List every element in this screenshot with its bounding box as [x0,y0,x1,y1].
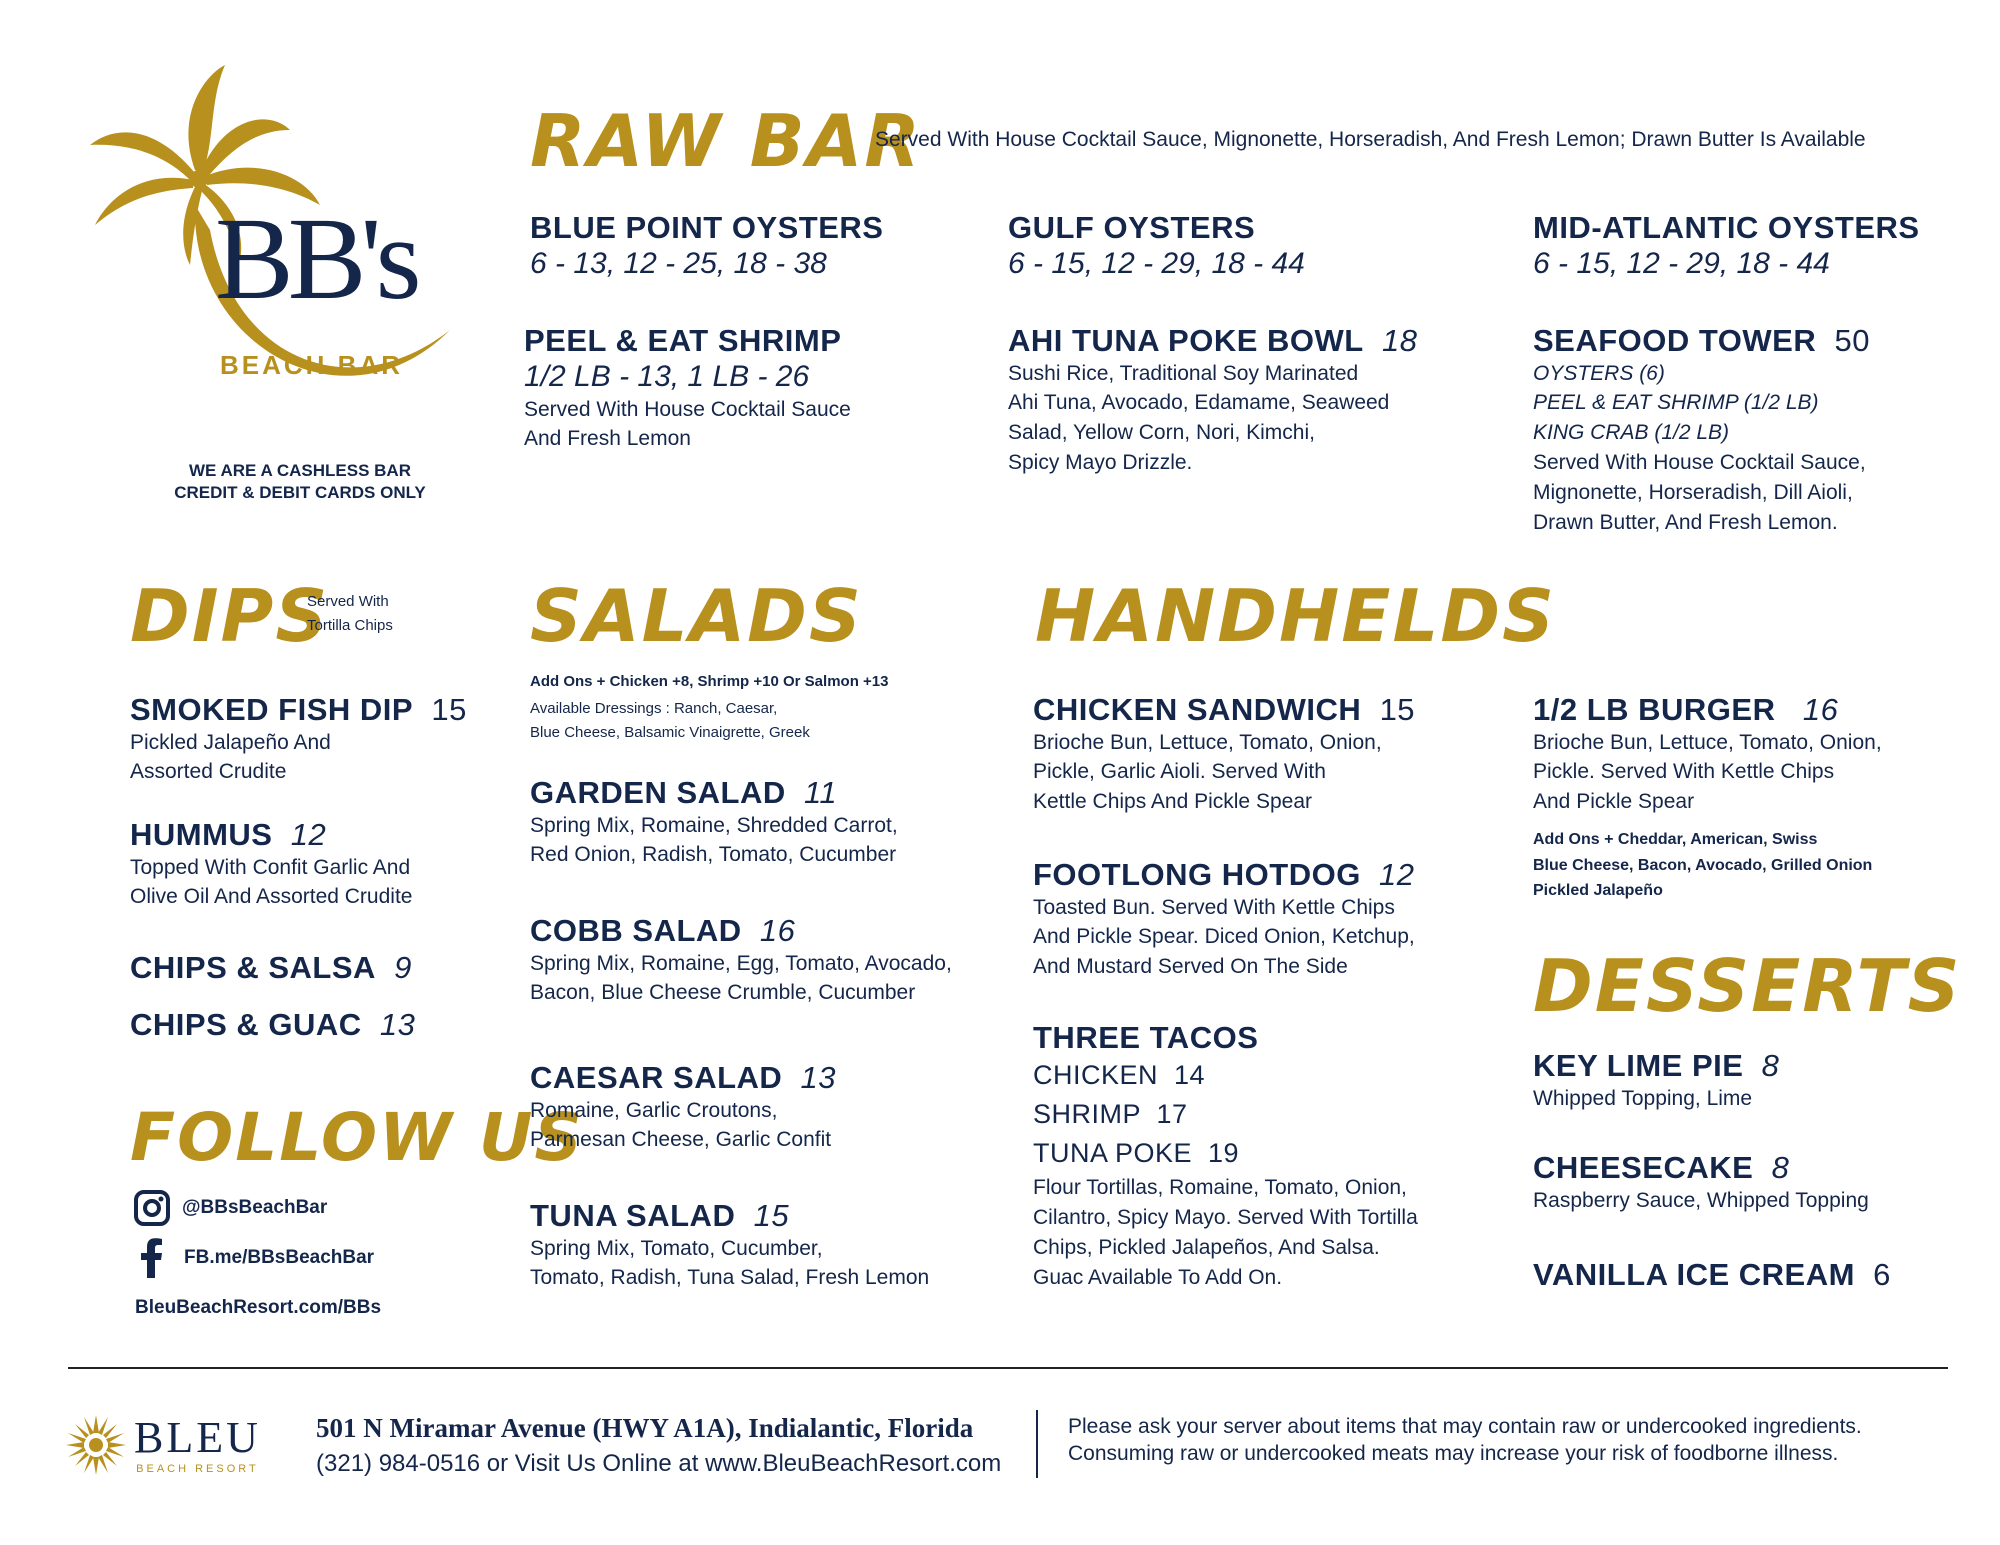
item-name: KEY LIME PIE [1533,1048,1744,1083]
item-price: 50 [1834,323,1870,358]
item-price: 9 [394,950,412,985]
menu-item-tuna-salad [530,1198,929,1293]
dips-note: Served With Tortilla Chips [307,593,393,634]
item-price: 12 [290,817,327,852]
item-name: BLUE POINT OYSTERS [530,210,884,245]
instagram-link[interactable] [134,1190,327,1226]
handhelds-heading: HANDHELDS [1035,574,1556,658]
item-name: HUMMUS [130,817,273,852]
salads-heading: SALADS [530,574,863,658]
item-name: CHIPS & GUAC [130,1007,362,1042]
salads-dressings: Available Dressings : Ranch, Caesar, Blue Cheese, Balsamic Vinaigrette, Greek [530,700,810,741]
item-desc: Brioche Bun, Lettuce, Tomato, Onion, Pickle. Served With Kettle Chips And Pickle Spear [1533,730,1882,814]
item-desc: Served With House Cocktail Sauce, Mignonette, Horseradish, Dill Aioli, Drawn Butter, And Fresh Lemon. [1533,451,1866,534]
menu-item-half-lb-burger [1533,692,1882,904]
menu-item-cheesecake [1533,1150,1869,1215]
item-desc: Spring Mix, Romaine, Shredded Carrot, Red Onion, Radish, Tomato, Cucumber [530,813,898,867]
website-link[interactable]: BleuBeachResort.com/BBs [135,1297,382,1318]
item-price: 18 [1381,323,1418,358]
taco-option: TUNA POKE 19 [1033,1137,1240,1168]
desserts-heading: DESSERTS [1533,944,1962,1028]
menu-item-garden-salad [530,775,898,870]
menu-item-footlong-hotdog [1033,857,1415,982]
taco-option: SHRIMP 17 [1033,1098,1188,1129]
footer-contact: (321) 984-0516 or Visit Us Online at www.BleuBeachResort.com [316,1450,1002,1477]
item-price: 13 [800,1060,837,1095]
item-price: 12 [1379,857,1415,892]
menu-item-vanilla-ice-cream [1533,1257,1891,1293]
footer-address-block [316,1413,1001,1478]
facebook-icon [140,1238,164,1278]
tower-content: KING CRAB (1/2 LB) [1533,421,1730,445]
menu-item-smoked-fish-dip [130,692,467,787]
menu-item-chicken-sandwich [1033,692,1415,817]
item-desc: Raspberry Sauce, Whipped Topping [1533,1188,1869,1212]
item-name: CAESAR SALAD [530,1060,783,1095]
menu-item-mid-atlantic-oysters [1533,210,1920,282]
item-price: 11 [803,775,838,810]
item-name: MID-ATLANTIC OYSTERS [1533,210,1920,245]
raw-bar-note: Served With House Cocktail Sauce, Mignonette, Horseradish, And Fresh Lemon; Drawn Butter Is Available [875,128,1866,151]
tower-content: OYSTERS (6) [1533,361,1665,385]
item-price: 15 [753,1198,790,1233]
salads-addons: Add Ons + Chicken +8, Shrimp +10 Or Salmon +13 [530,673,889,690]
sun-icon [66,1415,126,1475]
item-name: GARDEN SALAD [530,775,786,810]
item-price: 8 [1771,1150,1790,1185]
footer-disclaimer [1068,1413,1862,1468]
menu-item-caesar-salad [530,1060,836,1155]
item-name: GULF OYSTERS [1008,210,1256,245]
item-desc: Pickled Jalapeño And Assorted Crudite [130,730,331,784]
item-prices: 6 - 15, 12 - 29, 18 - 44 [1008,246,1305,280]
menu-item-chips-salsa [130,950,412,986]
item-prices: 1/2 LB - 13, 1 LB - 26 [524,359,810,393]
burger-addons: Add Ons + Cheddar, American, Swiss Blue Cheese, Bacon, Avocado, Grilled Onion Pickled Jalapeño [1533,831,1873,900]
instagram-icon [134,1190,170,1226]
menu-item-chips-guac [130,1007,415,1043]
menu-item-peel-eat-shrimp [524,323,851,454]
bleu-wordmark: BLEU [134,1412,261,1462]
disclaimer-line2: Consuming raw or undercooked meats may increase your risk of foodborne illness. [1068,1442,1839,1466]
footer-divider [68,1367,1948,1369]
item-desc: Sushi Rice, Traditional Soy Marinated Ahi Tuna, Avocado, Edamame, Seaweed Salad, Yellow Corn, Nori, Kimchi, Spicy Mayo Drizzle. [1008,361,1390,475]
item-price: 15 [1379,692,1416,727]
item-name: CHIPS & SALSA [130,950,376,985]
bleu-submark: BEACH RESORT [136,1462,259,1475]
item-prices: 6 - 15, 12 - 29, 18 - 44 [1533,246,1830,280]
item-name: COBB SALAD [530,913,742,948]
item-desc: Topped With Confit Garlic And Olive Oil And Assorted Crudite [130,855,413,909]
item-price: 16 [759,913,796,948]
menu-item-key-lime-pie [1533,1048,1779,1113]
logo-subtitle: BEACH BAR [220,350,403,380]
logo [85,55,465,455]
item-name: AHI TUNA POKE BOWL [1008,323,1364,358]
tower-content: PEEL & EAT SHRIMP (1/2 LB) [1533,391,1819,415]
item-name: THREE TACOS [1033,1020,1259,1055]
footer-vertical-divider [1036,1410,1038,1478]
item-price: 16 [1802,692,1839,727]
menu-item-blue-point-oysters [530,210,883,282]
item-desc: Spring Mix, Tomato, Cucumber, Tomato, Radish, Tuna Salad, Fresh Lemon [530,1236,930,1290]
payment-notice [150,460,450,504]
item-name: 1/2 LB BURGER [1533,692,1776,727]
taco-option: CHICKEN 14 [1033,1059,1206,1090]
item-name: VANILLA ICE CREAM [1533,1257,1855,1292]
menu-item-ahi-tuna-poke-bowl [1008,323,1417,478]
item-name: CHICKEN SANDWICH [1033,692,1362,727]
item-desc: Whipped Topping, Lime [1533,1086,1753,1110]
item-price: 6 [1873,1257,1891,1292]
item-desc: Flour Tortillas, Romaine, Tomato, Onion, Cilantro, Spicy Mayo. Served With Tortilla Chips, Pickled Jalapeños, And Salsa. Guac Available To Add On. [1033,1176,1418,1289]
facebook-handle: FB.me/BBsBeachBar [184,1247,375,1268]
item-price: 13 [379,1007,416,1042]
item-price: 8 [1761,1048,1780,1083]
item-name: SEAFOOD TOWER [1533,323,1817,358]
item-name: SMOKED FISH DIP [130,692,414,727]
menu-item-gulf-oysters [1008,210,1305,282]
item-name: TUNA SALAD [530,1198,736,1233]
item-name: FOOTLONG HOTDOG [1033,857,1361,892]
menu-item-cobb-salad [530,913,952,1008]
follow-us-heading: FOLLOW US [130,1099,584,1176]
menu-item-hummus [130,817,412,912]
item-name: CHEESECAKE [1533,1150,1754,1185]
menu-item-three-tacos [1033,1020,1418,1292]
facebook-link[interactable] [140,1238,374,1278]
instagram-handle: @BBsBeachBar [182,1197,328,1218]
bleu-logo [66,1412,261,1475]
item-price: 15 [431,692,467,727]
raw-bar-heading: RAW BAR [530,99,922,183]
item-desc: Spring Mix, Romaine, Egg, Tomato, Avocado, Bacon, Blue Cheese Crumble, Cucumber [530,951,952,1005]
payment-notice-line1: WE ARE A CASHLESS BAR [189,461,411,480]
item-name: PEEL & EAT SHRIMP [524,323,842,358]
item-desc: Served With House Cocktail Sauce And Fresh Lemon [524,397,851,451]
item-desc: Brioche Bun, Lettuce, Tomato, Onion, Pickle, Garlic Aioli. Served With Kettle Chips And Pickle Spear [1033,730,1382,814]
dips-heading: DIPS [130,574,330,658]
item-prices: 6 - 13, 12 - 25, 18 - 38 [530,246,827,280]
menu-item-seafood-tower [1533,323,1870,538]
disclaimer-line1: Please ask your server about items that may contain raw or undercooked ingredients. [1068,1415,1862,1438]
payment-notice-line2: CREDIT & DEBIT CARDS ONLY [174,483,426,503]
footer-address: 501 N Miramar Avenue (HWY A1A), Indialantic, Florida [316,1413,974,1443]
item-desc: Romaine, Garlic Croutons, Parmesan Cheese, Garlic Confit [530,1098,832,1152]
item-desc: Toasted Bun. Served With Kettle Chips And Pickle Spear. Diced Onion, Ketchup, And Mustard Served On The Side [1033,895,1415,979]
logo-text: BB's [215,193,416,324]
